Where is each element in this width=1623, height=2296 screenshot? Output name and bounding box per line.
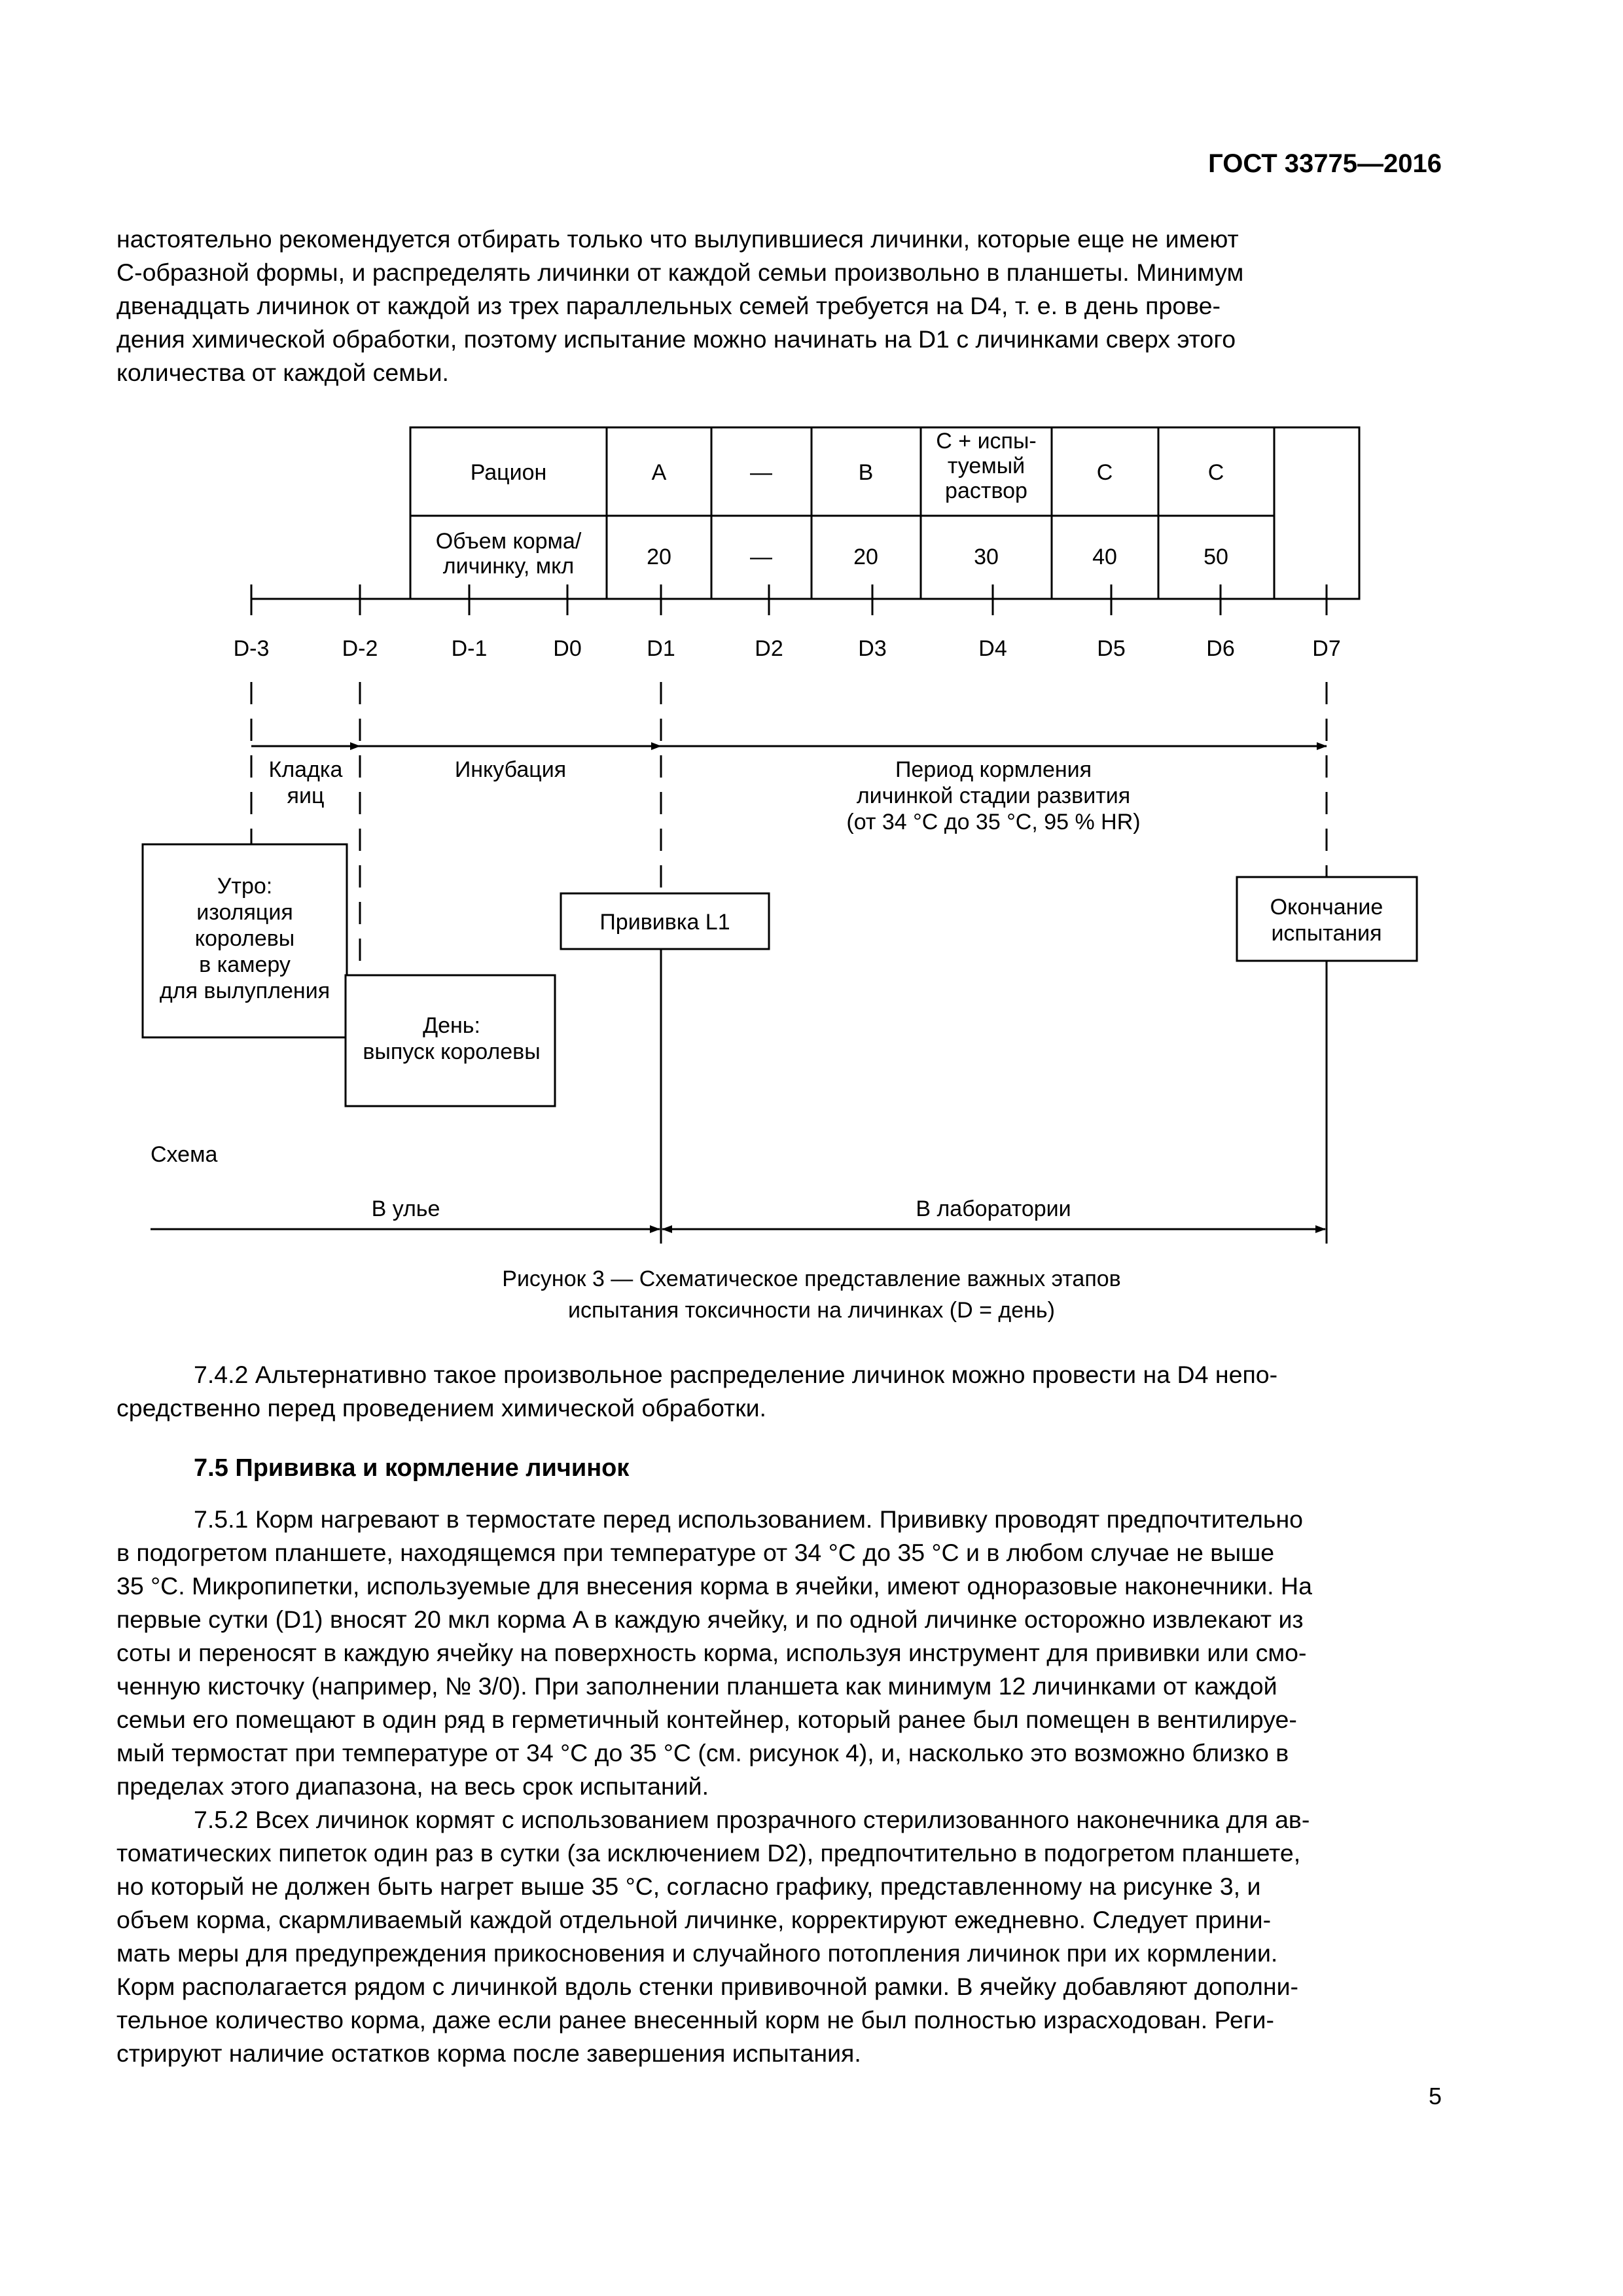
volume-value: 20 bbox=[647, 545, 671, 569]
diet-value: — bbox=[750, 460, 772, 485]
day-box-text: выпуск королевы bbox=[363, 1039, 541, 1064]
egg-laying-label: яиц bbox=[287, 783, 325, 808]
text-line: 35 °С. Микропипетки, используемые для внесения корма в ячейки, имеют одноразовые наконечники. На bbox=[116, 1572, 1312, 1600]
end-box-text: испытания bbox=[1271, 921, 1382, 946]
text-line: соты и переносят в каждую ячейку на поверхность корма, используя инструмент для прививки или смо- bbox=[116, 1639, 1307, 1666]
paragraph-7-5-2 bbox=[116, 1803, 1440, 2070]
document-header: ГОСТ 33775—2016 bbox=[1208, 149, 1442, 178]
text-line: семьи его помещают в один ряд в герметичный контейнер, который ранее был помещен в вентилируе- bbox=[116, 1706, 1297, 1733]
day-label: D1 bbox=[647, 636, 675, 661]
volume-label-line: личинку, мкл bbox=[442, 554, 575, 579]
caption-line: Рисунок 3 — Схематическое представление важных этапов bbox=[502, 1266, 1121, 1291]
day-label: D4 bbox=[978, 636, 1007, 661]
text-line: пределах этого диапазона, на весь срок испытаний. bbox=[116, 1772, 709, 1800]
text-line: Корм располагается рядом с личинкой вдоль стенки прививочной рамки. В ячейку добавляют дополни- bbox=[116, 1973, 1299, 2000]
diet-label: Рацион bbox=[470, 460, 547, 485]
text-line: томатических пипеток один раз в сутки (за исключением D2), предпочтительно в подогретом планшете, bbox=[116, 1839, 1301, 1867]
feeding-period-label: (от 34 °С до 35 °С, 95 % HR) bbox=[846, 810, 1141, 834]
morning-box-text: Утро: bbox=[217, 874, 273, 899]
timeline-axis bbox=[251, 584, 1327, 615]
text-line: 7.5.1 Корм нагревают в термостате перед использованием. Прививку проводят предпочтительно bbox=[194, 1505, 1304, 1533]
hive-label: В улье bbox=[371, 1196, 440, 1221]
phase-labels bbox=[269, 757, 1141, 834]
text-line: первые сутки (D1) вносят 20 мкл корма A в каждую ячейку, и по одной личинке осторожно извлекают из bbox=[116, 1605, 1304, 1633]
text-line: настоятельно рекомендуется отбирать только что вылупившиеся личинки, которые еще не имеют bbox=[116, 225, 1239, 253]
figure-caption bbox=[0, 1263, 1623, 1326]
day-label: D0 bbox=[553, 636, 582, 661]
day-label: D6 bbox=[1206, 636, 1235, 661]
text-line: дения химической обработки, поэтому испытание можно начинать на D1 с личинками сверх этого bbox=[116, 325, 1236, 353]
text-line: количества от каждой семьи. bbox=[116, 359, 449, 386]
day-label: D-3 bbox=[233, 636, 270, 661]
text-line: средственно перед проведением химической обработки. bbox=[116, 1394, 766, 1422]
feeding-period-label: личинкой стадии развития bbox=[856, 783, 1131, 808]
text-line: ченную кисточку (например, № 3/0). При заполнении планшета как минимум 12 личинками от каждой bbox=[116, 1672, 1277, 1700]
text-line: стрируют наличие остатков корма после завершения испытания. bbox=[116, 2039, 861, 2067]
morning-box-text: в камеру bbox=[199, 952, 291, 977]
diagram-boxes bbox=[143, 844, 1417, 1106]
day-label: D-1 bbox=[451, 636, 488, 661]
volume-value: 50 bbox=[1204, 545, 1228, 569]
diet-value: B bbox=[858, 460, 874, 485]
text-line: но который не должен быть нагрет выше 35 °С, согласно графику, представленному на рисунке 3, и bbox=[116, 1873, 1261, 1900]
grafting-box-text: Прививка L1 bbox=[599, 910, 730, 935]
text-line: С-образной формы, и распределять личинки от каждой семьи произвольно в планшеты. Минимум bbox=[116, 259, 1244, 286]
volume-label-line: Объем корма/ bbox=[435, 529, 582, 554]
scheme-label: Схема bbox=[151, 1142, 218, 1167]
text-line: 7.4.2 Альтернативно такое произвольное распределение личинок можно провести на D4 непо- bbox=[194, 1361, 1278, 1388]
lab-label: В лаборатории bbox=[916, 1196, 1071, 1221]
dashed-guides bbox=[251, 682, 1327, 975]
section-heading-7-5: 7.5 Прививка и кормление личинок bbox=[194, 1454, 630, 1482]
day-label: D-2 bbox=[342, 636, 378, 661]
volume-value: 20 bbox=[853, 545, 878, 569]
morning-box-text: королевы bbox=[194, 926, 295, 951]
text-line: тельное количество корма, даже если ранее внесенный корм не был полностью израсходован. Реги- bbox=[116, 2006, 1274, 2034]
caption-line: испытания токсичности на личинках (D = день) bbox=[568, 1298, 1055, 1323]
diet-value: C bbox=[1207, 460, 1224, 485]
paragraph-7-5-1 bbox=[116, 1503, 1440, 1803]
day-label: D5 bbox=[1097, 636, 1126, 661]
text-line: двенадцать личинок от каждой из трех параллельных семей требуется на D4, т. е. в день прове- bbox=[116, 292, 1221, 319]
text-line: мый термостат при температуре от 34 °С до 35 °С (см. рисунок 4), и, насколько это возможно близко в bbox=[116, 1739, 1289, 1767]
diet-value: A bbox=[651, 460, 667, 485]
egg-laying-label: Кладка bbox=[268, 757, 343, 782]
text-line: в подогретом планшете, находящемся при температуре от 34 °С до 35 °С и в любом случае не выше bbox=[116, 1539, 1275, 1566]
text-line: объем корма, скармливаемый каждой отдельной личинке, корректируют ежедневно. Следует прини- bbox=[116, 1906, 1272, 1933]
volume-value: — bbox=[750, 545, 772, 569]
feeding-table-text bbox=[436, 429, 1228, 579]
volume-value: 40 bbox=[1092, 545, 1117, 569]
diet-value: C bbox=[1096, 460, 1113, 485]
feeding-period-label: Период кормления bbox=[895, 757, 1092, 782]
day-label: D2 bbox=[755, 636, 783, 661]
text-line: 7.5.2 Всех личинок кормят с использованием прозрачного стерилизованного наконечника для ав- bbox=[194, 1806, 1310, 1833]
day-label: D3 bbox=[858, 636, 887, 661]
volume-value: 30 bbox=[974, 545, 999, 569]
page-number: 5 bbox=[1428, 2083, 1442, 2109]
day-label: D7 bbox=[1312, 636, 1341, 661]
paragraph-7-4-2 bbox=[116, 1358, 1440, 1425]
end-box-text: Окончание bbox=[1270, 895, 1383, 920]
day-box-text: День: bbox=[423, 1013, 480, 1038]
day-labels bbox=[234, 636, 1341, 661]
diet-value-line: раствор bbox=[945, 478, 1027, 503]
diet-value-line: C + испы- bbox=[936, 429, 1037, 454]
morning-box-text: изоляция bbox=[196, 900, 293, 925]
location-labels bbox=[372, 1196, 1071, 1221]
text-line: мать меры для предупреждения прикосновения и случайного потопления личинок при их кормлении. bbox=[116, 1939, 1278, 1967]
morning-box-text: для вылупления bbox=[159, 978, 330, 1003]
diet-value-line: туемый bbox=[947, 454, 1026, 478]
incubation-label: Инкубация bbox=[454, 757, 567, 782]
